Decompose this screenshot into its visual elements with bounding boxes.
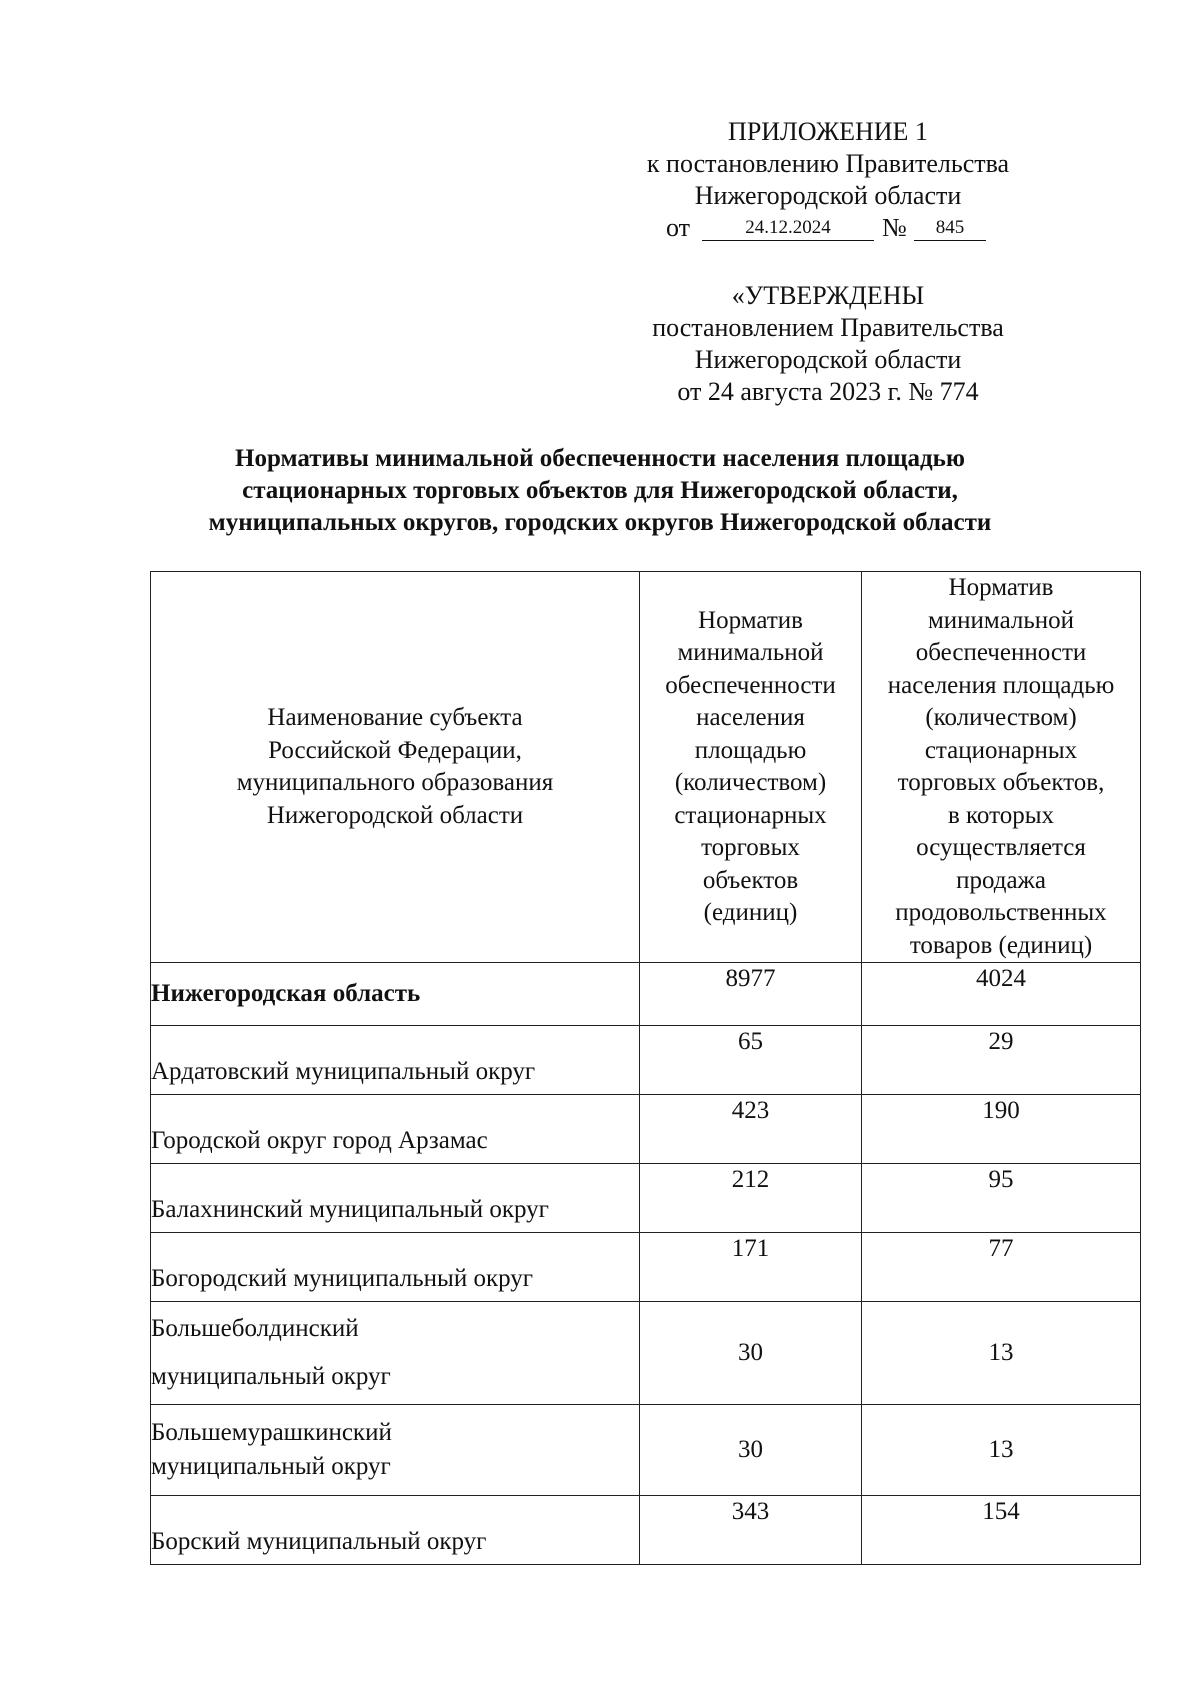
cell-subject-name bbox=[151, 1405, 640, 1496]
title-line-2: стационарных торговых объектов для Нижегородской области, bbox=[242, 477, 958, 504]
cell-food-norm: 13 bbox=[862, 1302, 1141, 1405]
header-line: товаров (единиц) bbox=[909, 931, 1093, 959]
header-line: площадью bbox=[694, 736, 807, 764]
title-line-3: муниципальных округов, городских округов Нижегородской области bbox=[208, 509, 992, 536]
header-line: минимальной bbox=[677, 639, 824, 666]
cell-total-norm: 65 bbox=[640, 1026, 862, 1095]
date-field bbox=[702, 212, 874, 241]
header-line: Российской Федерации, bbox=[268, 736, 522, 764]
subject-name-line: Городской округ город Арзамас bbox=[151, 1127, 488, 1154]
subject-name-line: Борский муниципальный округ bbox=[151, 1528, 487, 1555]
norms-table bbox=[150, 571, 1141, 1565]
subject-name-line: Богородский муниципальный округ bbox=[151, 1265, 534, 1292]
approved-line-2: постановлением Правительства bbox=[652, 313, 1004, 342]
header-line: обеспеченности bbox=[665, 671, 836, 699]
header-line: продажа bbox=[956, 866, 1046, 894]
appendix-date-line bbox=[608, 212, 1048, 246]
header-line: минимальной bbox=[927, 606, 1075, 634]
subject-name-line: Большеболдинский bbox=[151, 1315, 359, 1342]
cell-total-norm: 171 bbox=[640, 1233, 862, 1302]
table-row bbox=[151, 1302, 1141, 1405]
table-body bbox=[151, 963, 1141, 1565]
cell-total-norm: 8977 bbox=[640, 963, 862, 1026]
date-value: 24.12.2024 bbox=[745, 217, 831, 238]
number-field bbox=[914, 212, 986, 241]
subject-name-line: муниципальный округ bbox=[151, 1453, 391, 1480]
appendix-line-3: Нижегородской области bbox=[694, 181, 962, 210]
header-line: осуществляется bbox=[916, 834, 1086, 861]
header-line: продовольственных bbox=[895, 899, 1107, 926]
header-food-norm bbox=[862, 572, 1141, 963]
cell-subject-name bbox=[151, 1026, 640, 1095]
table-row bbox=[151, 1405, 1141, 1496]
cell-subject-name bbox=[151, 1164, 640, 1233]
appendix-title: ПРИЛОЖЕНИЕ 1 bbox=[728, 117, 928, 146]
table-row bbox=[151, 1164, 1141, 1233]
cell-subject-name bbox=[151, 1302, 640, 1405]
header-line: Норматив bbox=[948, 574, 1054, 601]
cell-food-norm: 154 bbox=[862, 1496, 1141, 1565]
cell-food-norm: 4024 bbox=[862, 963, 1141, 1026]
cell-food-norm: 13 bbox=[862, 1405, 1141, 1496]
header-line: Нижегородской области bbox=[266, 801, 524, 829]
cell-food-norm: 95 bbox=[862, 1164, 1141, 1233]
subject-name-line: Балахнинский муниципальный округ bbox=[151, 1196, 549, 1223]
appendix-block bbox=[608, 116, 1048, 246]
header-subject-name bbox=[151, 572, 640, 963]
cell-total-norm: 343 bbox=[640, 1496, 862, 1565]
approved-line-3: Нижегородской области bbox=[694, 345, 962, 374]
subject-name-line: Ардатовский муниципальный округ bbox=[151, 1058, 536, 1085]
subject-name-line: Нижегородская область bbox=[151, 980, 421, 1007]
table-row bbox=[151, 1233, 1141, 1302]
cell-subject-name bbox=[151, 1233, 640, 1302]
header-line: муниципального образования bbox=[236, 769, 554, 796]
header-line: (количеством) bbox=[925, 704, 1077, 731]
cell-total-norm: 30 bbox=[640, 1302, 862, 1405]
header-line: стационарных bbox=[924, 736, 1078, 764]
number-value: 845 bbox=[935, 217, 965, 238]
subject-name-line: муниципальный округ bbox=[151, 1363, 391, 1390]
header-line: объектов bbox=[702, 866, 799, 894]
approved-line-4: от 24 августа 2023 г. № 774 bbox=[677, 377, 979, 406]
appendix-line-2: к постановлению Правительства bbox=[646, 149, 1010, 178]
header-line: Наименование субъекта bbox=[267, 704, 523, 731]
header-line: Норматив bbox=[698, 606, 803, 634]
cell-total-norm: 423 bbox=[640, 1095, 862, 1164]
cell-food-norm: 29 bbox=[862, 1026, 1141, 1095]
cell-food-norm: 77 bbox=[862, 1233, 1141, 1302]
header-line: (единиц) bbox=[703, 899, 798, 926]
header-line: в которых bbox=[948, 801, 1054, 829]
cell-subject-name bbox=[151, 963, 640, 1026]
header-line: (количеством) bbox=[674, 769, 827, 796]
cell-subject-name bbox=[151, 1496, 640, 1565]
header-line: населения площадью bbox=[887, 671, 1115, 699]
header-line: стационарных bbox=[674, 801, 827, 829]
cell-total-norm: 212 bbox=[640, 1164, 862, 1233]
table-header-row bbox=[151, 572, 1141, 963]
header-line: торговых bbox=[701, 834, 800, 861]
title-line-1: Нормативы минимальной обеспеченности населения площадью bbox=[235, 445, 965, 472]
table-row bbox=[151, 1095, 1141, 1164]
header-total-norm bbox=[640, 572, 862, 963]
subject-name-line: Большемурашкинский bbox=[151, 1419, 392, 1446]
approved-block bbox=[608, 280, 1048, 408]
table-row bbox=[151, 1026, 1141, 1095]
approved-title: «УТВЕРЖДЕНЫ bbox=[731, 281, 925, 310]
date-prefix: от bbox=[666, 213, 691, 242]
table-row bbox=[151, 963, 1141, 1026]
cell-food-norm: 190 bbox=[862, 1095, 1141, 1164]
header-line: торговых объектов, bbox=[897, 769, 1105, 796]
header-line: обеспеченности bbox=[915, 639, 1087, 666]
number-sign: № bbox=[882, 213, 907, 242]
header-line: населения bbox=[696, 704, 805, 731]
cell-subject-name bbox=[151, 1095, 640, 1164]
cell-total-norm: 30 bbox=[640, 1405, 862, 1496]
table-row bbox=[151, 1496, 1141, 1565]
document-title bbox=[150, 443, 1050, 539]
